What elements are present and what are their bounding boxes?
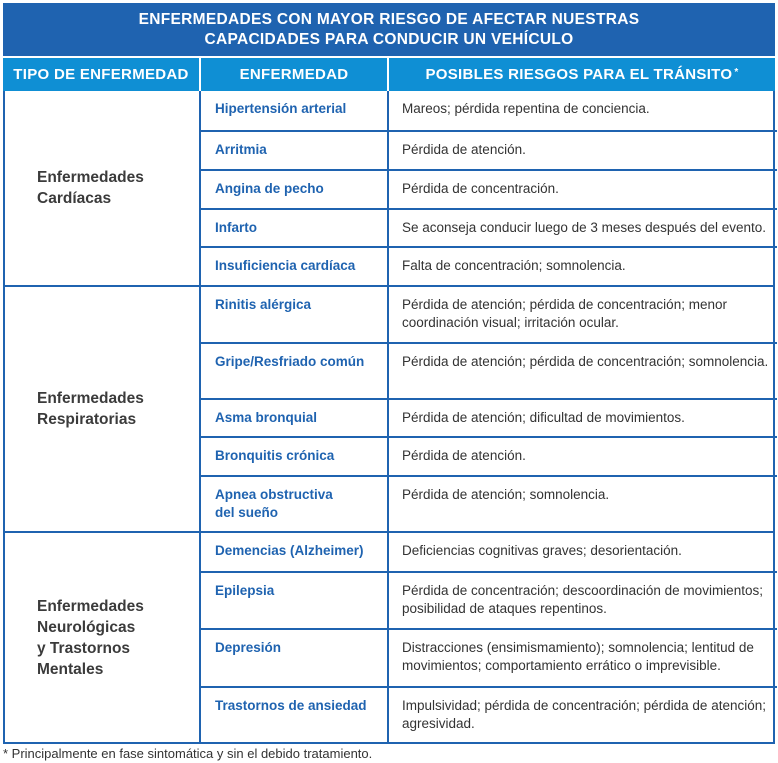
disease-name: Epilepsia [201,573,389,628]
table-row [201,91,777,130]
group-label: Enfermedades Neurológicas y Trastornos Mentales [5,533,201,742]
group-label: Enfermedades Cardíacas [5,91,201,285]
column-header-risks [389,58,775,91]
disease-risk: Pérdida de atención; dificultad de movimientos. [402,410,685,425]
column-header-row [3,58,775,91]
disease-name: Hipertensión arterial [201,91,389,130]
asterisk-mark: * [734,67,739,78]
disease-risk: Pérdida de atención. [402,142,526,157]
group-rows [201,287,777,531]
disease-name: Arritmia [201,132,389,169]
disease-risk: Pérdida de concentración. [402,181,559,196]
table-row [201,287,777,342]
disease-risk: Pérdida de atención; somnolencia. [402,487,610,502]
table-row [201,169,777,208]
column-header-risks-label: POSIBLES RIESGOS PARA EL TRÁNSITO [425,66,733,83]
group-respiratory [5,285,773,531]
disease-name: Angina de pecho [201,171,389,208]
table-row [201,686,777,742]
disease-name: Infarto [201,210,389,246]
table-row [201,533,777,571]
disease-risk: Impulsividad; pérdida de concentración; pérdida de atención; agresividad. [402,698,766,731]
disease-name: Asma bronquial [201,400,389,436]
disease-risk: Pérdida de atención; pérdida de concentración; menor coordinación visual; irritación ocular. [402,297,727,330]
disease-risk: Distracciones (ensimismamiento); somnolencia; lentitud de movimientos; comportamiento errático o imprevisible. [402,640,754,673]
table-title-line-2: CAPACIDADES PARA CONDUCIR UN VEHÍCULO [204,30,574,48]
table-row [201,208,777,246]
table-row [201,571,777,628]
table-title-line-1: ENFERMEDADES CON MAYOR RIESGO DE AFECTAR NUESTRAS [138,10,640,28]
disease-name: Insuficiencia cardíaca [201,248,389,285]
table-row [201,628,777,686]
disease-name: Demencias (Alzheimer) [201,533,389,571]
disease-risk: Pérdida de concentración; descoordinación de movimientos; posibilidad de ataques repentinos. [402,583,763,616]
disease-risk: Pérdida de atención. [402,448,526,463]
disease-risk-table [3,3,775,742]
group-label: Enfermedades Respiratorias [5,287,201,531]
disease-name: Bronquitis crónica [201,438,389,475]
table-row [201,436,777,475]
column-header-disease: ENFERMEDAD [201,58,389,91]
disease-name: Apnea obstructiva del sueño [201,477,389,531]
table-row [201,342,777,398]
table-body [3,91,775,744]
disease-risk: Se aconseja conducir luego de 3 meses después del evento. [402,220,766,235]
table-title [3,3,775,58]
group-rows [201,533,777,742]
disease-name: Depresión [201,630,389,686]
disease-risk: Falta de concentración; somnolencia. [402,258,626,273]
group-neurological [5,531,773,742]
disease-risk: Deficiencias cognitivas graves; desorientación. [402,543,682,558]
disease-name: Trastornos de ansiedad [201,688,389,742]
group-rows [201,91,777,285]
table-row [201,130,777,169]
disease-risk: Pérdida de atención; pérdida de concentración; somnolencia. [402,354,769,369]
disease-risk: Mareos; pérdida repentina de conciencia. [402,101,650,116]
table-row [201,398,777,436]
footnote: * Principalmente en fase sintomática y sin el debido tratamiento. [3,746,373,761]
disease-name: Rinitis alérgica [201,287,389,342]
table-row [201,475,777,531]
column-header-type: TIPO DE ENFERMEDAD [3,58,201,91]
disease-name: Gripe/Resfriado común [201,344,389,398]
table-row [201,246,777,285]
group-cardiac [5,91,773,285]
